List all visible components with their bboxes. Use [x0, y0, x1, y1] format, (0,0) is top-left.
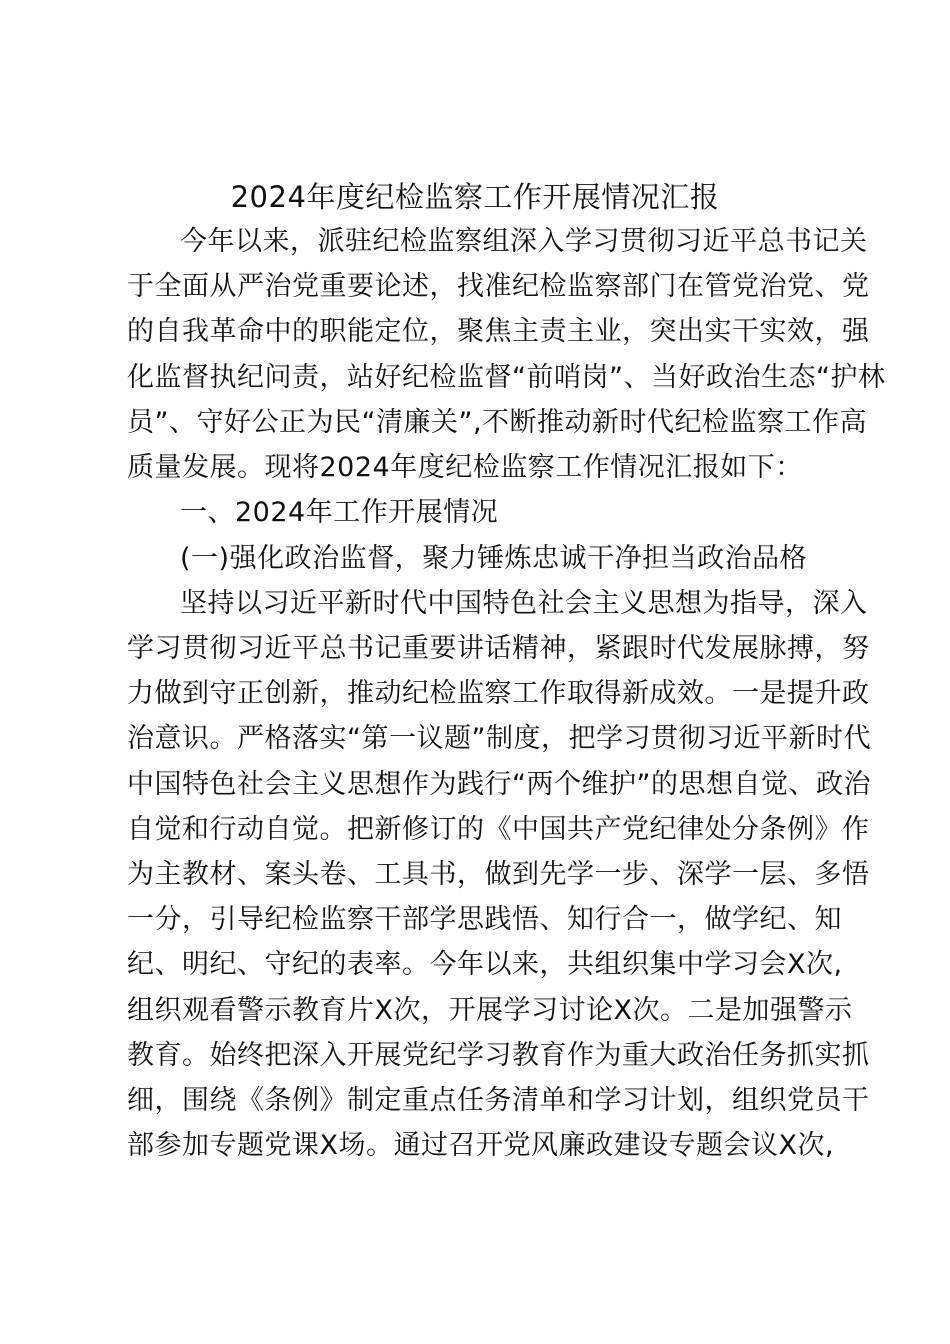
paragraph-line: 治意识。严格落实“第一议题”制度，把学习贯彻习近平新时代	[127, 723, 871, 754]
paragraph-line: 化监督执纪问责，站好纪检监督“前哨岗”、当好政治生态“护林	[127, 362, 886, 393]
paragraph-line: 坚持以习近平新时代中国特色社会主义思想为指导，深入	[180, 588, 868, 619]
document-title: 2024年度纪检监察工作开展情况汇报	[230, 180, 720, 214]
paragraph-line: 教育。始终把深入开展党纪学习教育作为重大政治任务抓实抓	[127, 1040, 870, 1071]
paragraph-line: 质量发展。现将2024年度纪检监察工作情况汇报如下：	[127, 452, 803, 483]
section-heading: 一、2024年工作开展情况	[180, 497, 499, 528]
paragraph-line: 中国特色社会主义思想作为践行“两个维护”的思想自觉、政治	[127, 769, 871, 800]
paragraph-line: 自觉和行动自觉。把新修订的《中国共产党纪律处分条例》作	[127, 814, 870, 845]
paragraph-line: 于全面从严治党重要论述，找准纪检监察部门在管党治党、党	[127, 271, 870, 302]
paragraph-line: 员”、守好公正为民“清廉关”,不断推动新时代纪检监察工作高	[127, 407, 868, 438]
subsection-heading: (一)强化政治监督，聚力锤炼忠诚干净担当政治品格	[180, 543, 808, 574]
paragraph-line: 为主教材、案头卷、工具书，做到先学一步、深学一层、多悟	[127, 859, 870, 890]
paragraph-line: 的自我革命中的职能定位，聚焦主责主业，突出实干实效，强	[127, 316, 870, 347]
paragraph-line: 细，围绕《条例》制定重点任务清单和学习计划，组织党员干	[127, 1085, 870, 1116]
paragraph-line: 组织观看警示教育片X次，开展学习讨论X次。二是加强警示	[127, 995, 853, 1026]
paragraph-line: 一分，引导纪检监察干部学思践悟、知行合一，做学纪、知	[127, 904, 842, 935]
paragraph-line: 纪、明纪、守纪的表率。今年以来，共组织集中学习会X次,	[127, 949, 843, 980]
paragraph-line: 学习贯彻习近平总书记重要讲话精神，紧跟时代发展脉搏，努	[127, 633, 870, 664]
paragraph-line: 部参加专题党课X场。通过召开党风廉政建设专题会议X次,	[127, 1130, 835, 1161]
paragraph-line: 力做到守正创新，推动纪检监察工作取得新成效。一是提升政	[127, 678, 870, 709]
paragraph-line: 今年以来，派驻纪检监察组深入学习贯彻习近平总书记关	[180, 226, 868, 257]
